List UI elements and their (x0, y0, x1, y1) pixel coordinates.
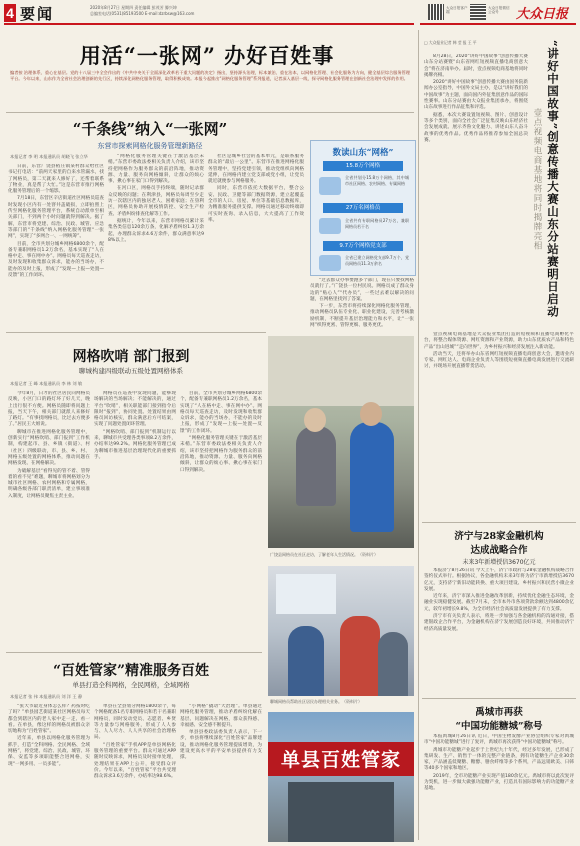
right-feature-subtitle: 壹点视频电商基地将同时揭牌亮相 (532, 108, 542, 251)
paragraph: 济宁市有关负责人表示，将进一步加强与各金融机构的沟通对接，搭建银政企合作平台，为金融机构在济宁发展创造良好环境，共同推动济宁经济高质量发展。 (424, 614, 574, 632)
article3-title: “百姓管家”精准服务百姓 (52, 663, 210, 679)
divider (422, 522, 576, 523)
masthead-rule (420, 23, 576, 25)
masthead (0, 0, 580, 34)
jining-title-line2: 达成战略合作 (470, 545, 528, 556)
paragraph: 2020“讲好中国故事”创意传播大赛由国务院新闻办公室指导，中国外文局主办，是以“讲好我们的中国故事”为主题，面向国内外征集创意作品的国际性赛事。山东分站赛由大众报业集团承办，将围绕山东故事进行作品征集和评选。 (424, 80, 528, 111)
article2-subtitle: 聊城构建四级联动五级处置网格体系 (79, 367, 183, 375)
storefront-door (288, 782, 394, 842)
paragraph: “小网格”撬动“大治理”。单县通过网格化服务管理，推动矛盾纠纷化解在基层、问题解决在网格，群众获得感、幸福感、安全感不断提升。 (180, 704, 262, 728)
column-divider (418, 30, 419, 840)
photo-figure-elder-head (304, 408, 326, 432)
paragraph: “过去群众办事要跑多个部门，现在只要找网格员就行了。”广饶县一位村民说。网格员成了群众身边的“贴心人”“代办员”，一些过去难以解决的问题，在网格里找到了答案。 (310, 278, 414, 302)
paragraph: 活动当天，还将举办山东省网红短视频直播电商创意大会，邀请业内专家、网红达人、电商企业负责人等围绕短视频直播电商发展进行交流研讨，并现场开展直播带货活动。 (424, 351, 574, 370)
article3-body-col1 (8, 704, 90, 842)
divider (6, 332, 266, 333)
paragraph: 网格员在巡查中发现问题，能够现场解决的当场解决；不能解决的，通过平台“吹哨”，相关职能部门接到指令后限时“报到”，协同处置。处置结果由网格员回访核实，群众满意后方可结案，实现了问题处置闭环管理。 (94, 391, 176, 428)
paragraph: “网格吹哨、部门报到”机制运行以来，聊城市共受理各类事项8.2万余件，办结率达99.2%。网格化服务管理已成为聊城市推进基层治理现代化的重要抓手。 (94, 429, 176, 460)
editor-note-text: 编者按 治理体系、重心在基层。党的十八届三中全会作出的《中共中央关于全面深化改革若干重大问题的决定》指出，坚持源头治理，标本兼治、重在治本，以网格化管理、社会化服务为方向，健全基层综合服务管理平台。今年以来，山东作为全省社会治理创新的先行区，持续深化网格化服务管理，取得积极成效。本报今起推出“网格化服务管理”系列报道，记者深入基层一线，探寻网格化服务管理在创新社会治理中发挥的作用。 (10, 70, 410, 81)
photo-figure-a (288, 626, 324, 696)
divider (6, 112, 414, 113)
paragraph: 单县县委政法委负责人表示，下一步，单县将继续深化“百姓管家”品牌建设，推动网格化服务管理提质增效，为建设更高水平的平安单县提供有力支撑。 (180, 730, 262, 761)
paragraph: 壹点视频电商基地是大众报业集团打造的短视频和直播电商孵化平台，将整合媒体资源、网红资源和产业资源，助力山东优质农产品和特色产品“出山进城”“走向世界”，为乡村振兴和经济发展注入新动能。 (424, 332, 574, 350)
stat-badge: 9.7万个网格党支部 (323, 241, 403, 251)
photo-community-visit (268, 336, 414, 548)
paragraph: 同时，东营市依托大数据平台，整合公安、民政、卫健等部门数据资源，建立起覆盖全市的人口、房屋、单位等基础信息数据库，为精准服务提供支撑。网格员通过移动终端即可实时查询、录入信息，大大提高了工作效率。 (208, 186, 304, 223)
paragraph: 禹城市功能糖产业起步于上世纪九十年代，经过多年发展，已形成了集研发、生产、销售于一体的完整产业链条，拥有功能糖生产企业30余家，产品涵盖低聚糖、糖醇、膳食纤维等多个系列，产品远销欧美、日韩等40多个国家和地区。 (424, 747, 574, 772)
stat-icon (319, 177, 341, 195)
article3-byline: 本报记者 张 伟 本报通讯员 刘 洋 王 静 (10, 694, 83, 699)
paragraph: 据悉，本次大赛设置短视频、图片、创意设计等多个类别，面向全社会广泛征集反映山东经济社会发展成就、展示齐鲁文化魅力、讲述山东人奋斗故事的优秀作品。优秀作品将推荐参加全国总决赛。 (424, 112, 528, 143)
paragraph: 社区是城乡社会的基本单元，是联系服务群众的“最后一公里”。东营市在推进网格化服务管理中，坚持党建引领，推动党组织向网格延伸，在网格内建立党支部或党小组，让党员就近就便参与网格服务。 (208, 154, 304, 185)
photo-figure-b (340, 616, 380, 696)
photo-figure-elder (296, 426, 336, 506)
qr-code-2[interactable] (470, 4, 486, 20)
stat-badge: 15.8万个网格 (323, 161, 403, 171)
jining-title: 济宁与28家金融机构 (454, 531, 544, 542)
page-number: 4 (6, 5, 14, 21)
yucheng-body (424, 734, 574, 840)
paragraph: 为破解基层“看得见的管不着、管得着的看不见”难题，聊城市将网格划分为城市社区网格、农村网格和专属网格，明确各级各部门职责清单，建立事项准入制度，让网格员聚焦主责主业。 (8, 468, 90, 499)
stat-text: 全省共划分15.8万个网格，其中城市社区网格、农村网格、专属网格 (345, 175, 409, 186)
paragraph: “百姓管家”手机APP是单县网格化服务管理的重要平台。群众可通过APP随时反映诉求，网格员及时接单处理，处理结果在APP上公开，接受群众评价。今年以来，“百姓管家”平台共受理群众诉求3.6万余件，办结率达98.6%。 (94, 742, 176, 780)
editor-note (10, 70, 410, 108)
article2-byline: 本报记者 王 峰 本报通讯员 李 林 刘 敏 (10, 381, 83, 386)
article3-body-col2 (94, 704, 176, 842)
article2-title: 网格吹哨 部门报到 (72, 349, 190, 365)
divider (6, 652, 262, 653)
paragraph: 下一步，东营市将持续深化网格化服务管理，推动网格员队伍专业化、职业化建设，完善考核激励机制，不断提升基层治理能力和水平，让“一张网”织得更密、管得更细、服务更优。 (310, 304, 414, 328)
paragraph: 近年来，济宁市深入推进金融改革创新，持续优化金融生态环境，金融业实现稳健发展。截至7月末，全市本外币各项贷款余额达到4800余亿元，较年初增长9.8%，为全市经济社会高质量发展提供了有力支撑。 (424, 594, 574, 612)
article3-body-col3 (180, 704, 262, 842)
photo-service-hall (268, 566, 414, 696)
article1-title: “千条线”纳入“一张网” (72, 120, 228, 138)
jining-body (424, 568, 574, 694)
photo-window (276, 574, 336, 614)
paragraph: 8月28日，2020“讲好中国故事”创意传播大赛山东分站赛暨“山东省网红短视频直播电商创意大会”将在济南举办。届时，壹点视频电商基地将同时揭牌亮相。 (424, 54, 528, 78)
photo1-caption: 广饶县网格员在社区走访，了解老年人生活情况。（资料片） (270, 552, 378, 557)
photo-figure-c (378, 632, 408, 696)
stats-sidebar (310, 140, 416, 276)
paragraph: 聊城市在推进网格化服务管理中，创新实行“网格吹哨、部门报到”工作机制，构建起市、县、乡镇（街道）、村（社区）四级联动，市、县、乡、村、网格五级处置的网格体系，推动问题在网格发现、在网格解决。 (8, 429, 90, 467)
newspaper-logo: 大众日报 (516, 7, 569, 22)
right-feature-body-col1 (424, 54, 528, 326)
qr-code-1[interactable] (428, 4, 444, 20)
section-title: 要闻 (20, 5, 55, 23)
date-line: 2020年8月27日 星期四 责任编辑 彭茂芳 滕兴坤 (90, 5, 177, 10)
article2-body-col2 (94, 391, 176, 647)
paragraph: 目前，全市共划分城乡网格6800余个，配备专兼职网格员1.2万余名，基本实现了“人在格中走、事在网中办”。网格员每天巡查走访，及时发现和收集群众诉求，能办的当场办，不能办的及时上报，形成了“发现—上报—处置—反馈”的工作闭环。 (180, 391, 262, 434)
paragraph: 单县在全县划分网格1800余个，每个网格配备1名专职网格员和若干名兼职网格员，同时发动党员、志愿者、乡贤等力量参与网格服务，形成了人人参与、人人尽力、人人共享的社会治理格局。 (94, 704, 176, 741)
photo-storefront (268, 712, 414, 842)
photo2-caption: 聊城网格员帮助社区居民办理相关业务。（资料片） (270, 699, 362, 704)
yucheng-title: 禹城市再获 (475, 707, 523, 718)
paragraph: 近年来，单县以网格化服务管理为抓手，打造“全科网格、全民网格、全域网格”，将党建、综治、民政、城管、环保、安监等多项职能整合进网格，实现“一网多用、一员多能”。 (8, 736, 90, 767)
photo-wall (268, 336, 414, 406)
page-number-badge (4, 4, 16, 22)
storefront-sign-text: 单县百姓管家 (280, 749, 401, 771)
stat-text: 全省共有专职网格员27万名，兼职网格员若干名 (345, 218, 409, 229)
yucheng-title-line2: “中国功能糖城”称号 (455, 721, 543, 732)
stat-icon (319, 255, 341, 271)
lead-headline: 用活“一张网” 办好百姓事 (79, 43, 335, 68)
article1-body-col2 (108, 154, 204, 328)
jining-subtitle: 未来3年新增授信3670亿元 (462, 559, 536, 566)
paragraph: 日前，东营广饶县稻庄镇某村群众给社区书记打电话：“前两天家里的自来水管漏水，找了网格员，第二天就来人修好了，还帮着联系了物业，真是帮了大忙。”这是东营市推行网格化服务管理后的一个缩影。 (8, 164, 104, 195)
stat-icon (319, 218, 341, 234)
paragraph: “网格化服务管理关键在于激活基层末梢。”东营市委政法委相关负责人介绍，该市坚持把网格作为服务群众的前沿阵地，推动资源、力量、服务向网格倾斜，让群众的烦心事、揪心事在家门口得到解决。 (108, 154, 204, 185)
paragraph: 本报禹城8月26日讯 近日，中国生物发酵产业协会组织专家对禹城市“中国功能糖城”进行了复评，禹城市再次获得“中国功能糖城”称号。 (424, 734, 574, 746)
right-feature-title: “讲好中国故事”创意传播大赛山东分站赛明日启动 (546, 40, 560, 318)
paragraph: “张大爷最近身体怎么样？药按时吃了吗？”单县园艺街道某社区网格员每天都会到辖区内的老人家中走一走、看一看。在单县，像这样的网格员被群众亲切地称为“百姓管家”。 (8, 704, 90, 735)
stat-badge: 27万名网格员 (323, 203, 403, 213)
article1-subtitle: 东营市探索网格化服务管理新路径 (97, 142, 203, 150)
divider (422, 698, 576, 699)
article3-subtitle: 单县打造全科网格，全民网格，全域网格 (72, 681, 190, 689)
photo-figure-worker-head (360, 402, 382, 426)
paragraph: 本报济宁8月26日讯 今天上午，济宁市政府与28家金融机构战略合作签约仪式举行。根据协议，各金融机构未来3年将为济宁市新增授信3670亿元，支持济宁新旧动能转换、重大项目建设、乡村振兴和民营小微企业发展。 (424, 568, 574, 592)
photo-figure-worker (350, 422, 394, 532)
right-feature-body-col2 (424, 332, 574, 512)
paragraph: 在河口区，网格员手持终端，随时记录群众反映的问题；在利津县，网格员每周至少走访一次辖区内的独居老人、困难家庭；在垦利区，网格员协助开展疫情防控、安全生产检查、矛盾纠纷排查化解等工作。 (108, 186, 204, 217)
qr-caption-1: 大众日报客户端 (446, 6, 468, 14)
article2-body-col1 (8, 391, 90, 647)
paragraph: 今年8月，日才的社区居民向网格员反映，小区门口的路灯坏了好几天，晚上出行很不方便。网格员随即将问题上报，当天下午，相关部门就派人来修好了路灯。“有事找网格员，比过去方便多了。”居民王大姐说。 (8, 391, 90, 428)
qr-caption-2: 大众日报微信公众号 (488, 6, 510, 14)
paragraph: 7月18日，东营区辛店街道社区网格员巡查时发现小区内有一处窨井盖破损，立即拍照上传至网格化服务管理平台，系统自动派单至相关部门，不到两个小时问题就得到解决。据了解，东营市将党建、综治、民政、城管、应急等部门的“千条线”纳入网格化服务管理“一张网”，实现了“多网合一、一网统筹”。 (8, 196, 104, 240)
paragraph: “网格化服务管理关键在于激活基层末梢。”东营市委政法委相关负责人介绍，该市坚持把网格作为服务群众的前沿阵地，推动资源、力量、服务向网格倾斜，让群众的烦心事、揪心事在家门口得到解决。 (180, 436, 262, 473)
paragraph: 2019年，全市功能糖产业实现产值180余亿元。禹城市将以此次复评为契机，进一步做大做强功能糖产业，打造具有国际影响力的功能糖产业基地。 (424, 773, 574, 792)
phone-line: 总编室电话(0531)85193500 E-mail:dzrbsw@163.com (90, 11, 195, 16)
stats-sidebar-title: 数读山东“网格” (332, 148, 394, 158)
article1-body-col1 (8, 164, 104, 328)
article1-byline: 本报记者 李 明 本报通讯员 胡晓飞 张立华 (10, 154, 88, 159)
stat-text: 全省已建立网格党支部9.7万个，党员网格员11.3万余名 (345, 255, 409, 266)
right-feature-byline: □ 大众报业记者 韩 莹 报 王 平 (424, 40, 477, 45)
paragraph: 目前，全市共划分城乡网格6800余个，配备专兼职网格员1.2万余名，基本实现了“人在格中走、事在网中办”。网格员每天巡查走访，及时发现和收集群众诉求，能办的当场办，不能办的及时上报，形成了“发现—上报—处置—反馈”的工作闭环。 (8, 241, 104, 279)
article1-body-col4 (310, 278, 414, 328)
paragraph: 据统计，今年以来，东营市网格员累计采集各类信息120余万条，化解矛盾纠纷1.3万余起，办理群众诉求4.6万余件，群众满意率达98%以上。 (108, 218, 204, 243)
article2-body-col3 (180, 391, 262, 647)
article1-body-col3 (208, 154, 304, 328)
section-underline (4, 23, 414, 25)
